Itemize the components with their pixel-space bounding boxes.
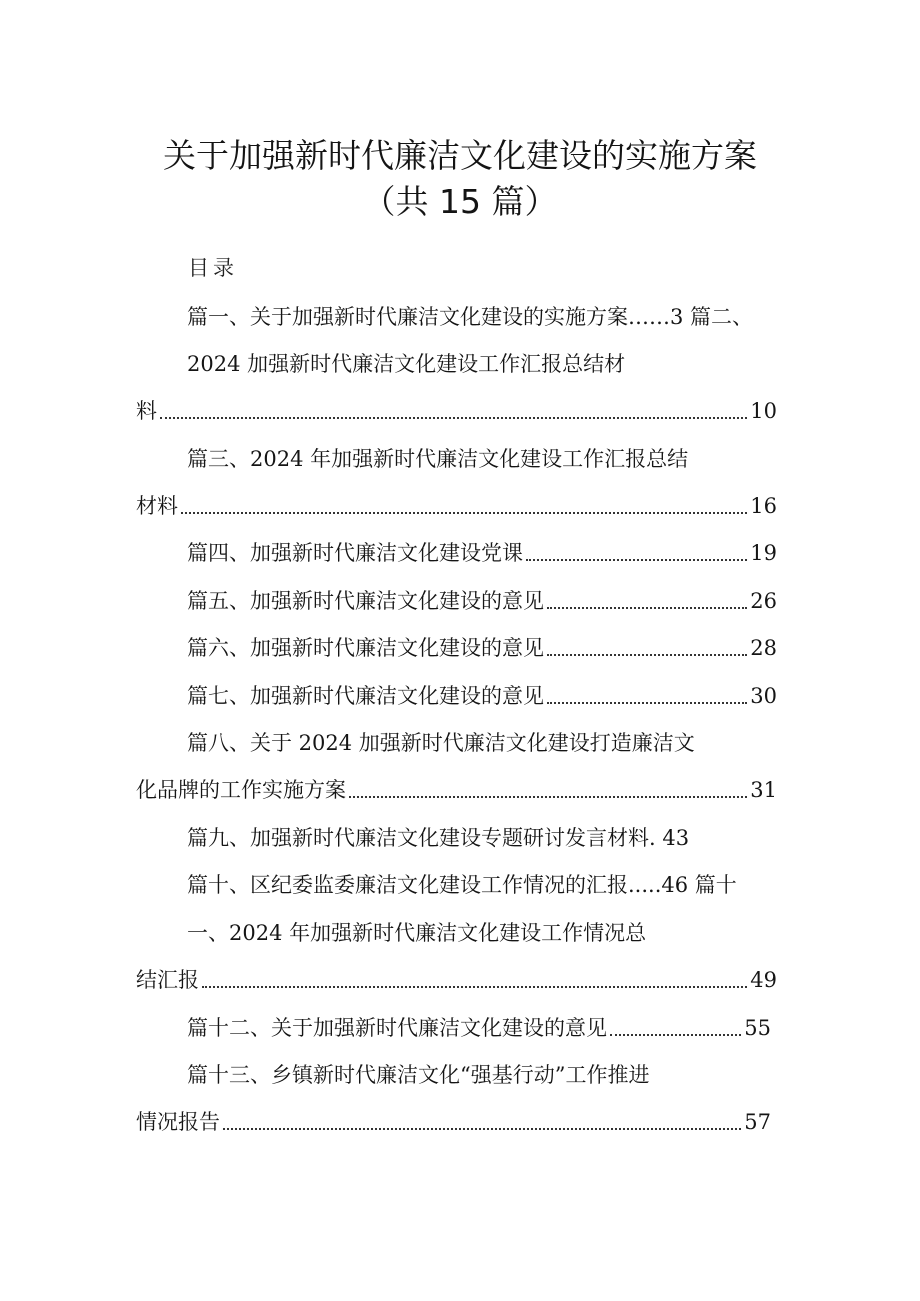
toc-entry	[187, 682, 777, 710]
toc-page-number: 31	[750, 778, 777, 802]
toc-entry-text: 化品牌的工作实施方案	[136, 778, 346, 802]
toc-entry-text: 篇十二、关于加强新时代廉洁文化建设的意见	[187, 1016, 607, 1040]
toc-page-number: 26	[750, 589, 777, 613]
toc-entry	[136, 966, 777, 994]
toc-leader-dots	[610, 1034, 741, 1036]
toc-page-number: 19	[750, 541, 777, 565]
toc-entry-text: 篇四、加强新时代廉洁文化建设党课	[187, 541, 523, 565]
toc-leader-dots	[526, 559, 747, 561]
toc-leader-dots	[547, 607, 747, 609]
toc-entry	[136, 397, 777, 425]
toc-line: 篇九、加强新时代廉洁文化建设专题研讨发言材料. 43	[187, 826, 690, 850]
toc-line: 篇三、2024 年加强新时代廉洁文化建设工作汇报总结	[187, 447, 689, 471]
toc-entry-text: 篇六、加强新时代廉洁文化建设的意见	[187, 636, 544, 660]
toc-heading: 目录	[188, 256, 238, 280]
toc-page-number: 55	[744, 1016, 771, 1040]
toc-line: 篇八、关于 2024 加强新时代廉洁文化建设打造廉洁文	[187, 731, 695, 755]
toc-line: 篇十、区纪委监委廉洁文化建设工作情况的汇报.....46 篇十	[187, 873, 737, 897]
toc-page-number: 10	[750, 399, 777, 423]
toc-entry	[136, 1108, 771, 1136]
toc-line: 一、2024 年加强新时代廉洁文化建设工作情况总	[187, 921, 647, 945]
toc-leader-dots	[202, 986, 747, 988]
toc-entry-text: 料	[136, 399, 157, 423]
toc-leader-dots	[547, 702, 747, 704]
toc-line: 2024 加强新时代廉洁文化建设工作汇报总结材	[187, 352, 626, 376]
toc-page-number: 49	[750, 968, 777, 992]
toc-entry-text: 材料	[136, 494, 178, 518]
toc-page-number: 16	[750, 494, 777, 518]
toc-leader-dots	[223, 1128, 741, 1130]
toc-page-number: 28	[750, 636, 777, 660]
toc-entry-text: 情况报告	[136, 1110, 220, 1134]
toc-page-number: 57	[744, 1110, 771, 1134]
toc-entry-text: 篇五、加强新时代廉洁文化建设的意见	[187, 589, 544, 613]
toc-leader-dots	[160, 417, 747, 419]
toc-entry	[187, 539, 777, 567]
toc-line: 篇十三、乡镇新时代廉洁文化“强基行动”工作推进	[187, 1063, 650, 1087]
toc-entry	[187, 1014, 771, 1042]
toc-page-number: 30	[750, 684, 777, 708]
toc-entry	[136, 776, 777, 804]
toc-entry	[187, 634, 777, 662]
document-title: 关于加强新时代廉洁文化建设的实施方案	[163, 136, 757, 175]
toc-line: 篇一、关于加强新时代廉洁文化建设的实施方案……3 篇二、	[187, 305, 754, 329]
toc-entry-text: 篇七、加强新时代廉洁文化建设的意见	[187, 684, 544, 708]
toc-entry-text: 结汇报	[136, 968, 199, 992]
toc-leader-dots	[181, 512, 747, 514]
toc-leader-dots	[547, 654, 747, 656]
toc-entry	[136, 492, 777, 520]
toc-leader-dots	[349, 796, 747, 798]
document-subtitle: （共 15 篇）	[362, 182, 558, 221]
toc-entry	[187, 587, 777, 615]
